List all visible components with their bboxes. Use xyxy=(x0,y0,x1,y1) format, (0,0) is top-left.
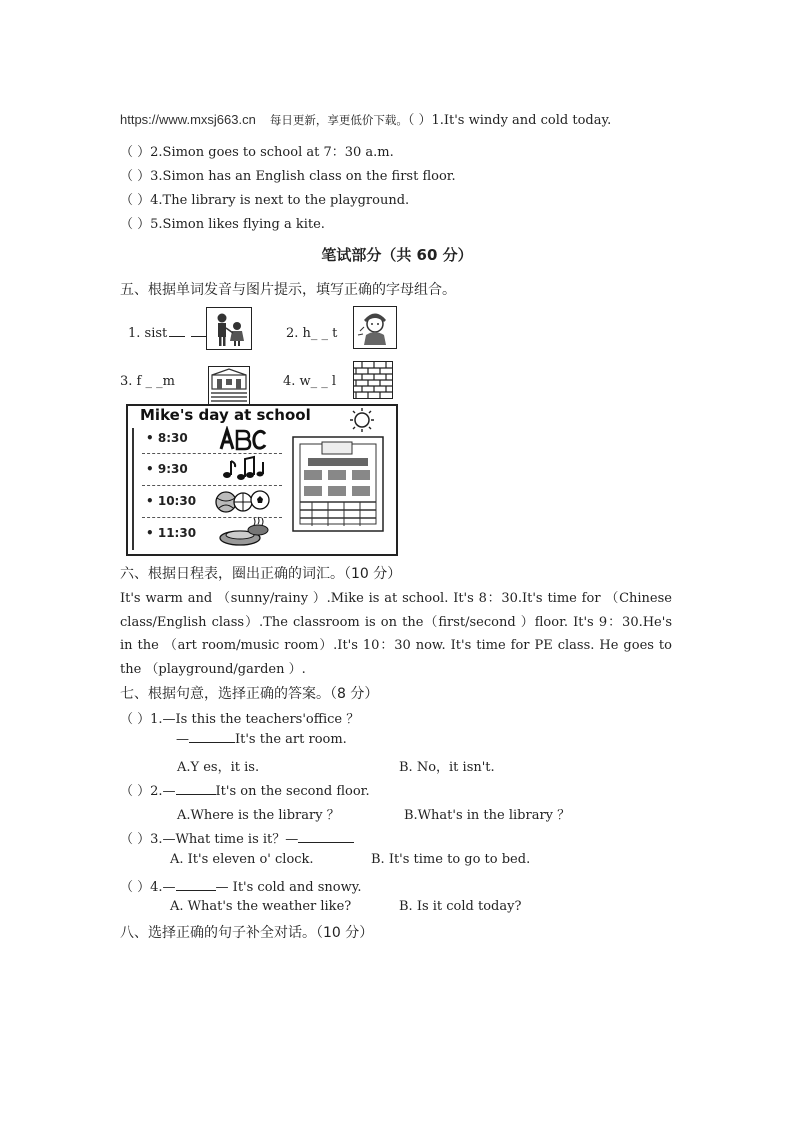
schedule-time-3: • 10:30 xyxy=(146,494,197,508)
blank-line xyxy=(191,336,207,337)
listening-q4: （ ）4.The library is next to the playground. xyxy=(120,193,410,208)
lunch-icon xyxy=(216,516,272,548)
section5-title: 五、根据单词发音与图片提示，填写正确的字母组合。 xyxy=(120,282,456,298)
classroom-picture xyxy=(292,436,384,532)
schedule-title: Mike's day at school xyxy=(140,406,311,424)
header-line xyxy=(120,109,611,128)
schedule-time-4: • 11:30 xyxy=(146,526,197,540)
section6-paragraph: It's warm and （sunny/rainy ）.Mike is at school. It's 8：30.It's time for （Chinese class/English class）.The classroom is on the（first/second ）floor. It's 9：30.He's in the （art room/music room）.It's 10：30 now. It's time for PE class. He goes to the （playground/garden ）. xyxy=(120,591,672,677)
sister-picture xyxy=(206,307,252,350)
section5-item-1-text: 1. sist xyxy=(128,326,168,341)
section7-q4-option-b: B. Is it cold today? xyxy=(399,899,522,914)
section5-item-1 xyxy=(128,326,207,341)
written-part-title: 笔试部分（共 60 分） xyxy=(321,246,473,264)
listening-q1: （ ）1.It's windy and cold today. xyxy=(407,113,612,128)
balls-icon xyxy=(214,486,270,514)
section7-q3: （ ）3.—What time is it？— xyxy=(120,828,354,847)
section5-item-2: 2. h_ _ t xyxy=(286,326,338,341)
listening-q2: （ ）2.Simon goes to school at 7：30 a.m. xyxy=(120,145,394,160)
section5-item-3: 3. f _ _m xyxy=(120,374,175,389)
section7-q2-option-a: A.Where is the library ？ xyxy=(177,808,340,823)
section7-q1-option-a: A.Y es，it is. xyxy=(177,760,260,775)
schedule-time-1: • 8:30 xyxy=(146,431,188,445)
section7-q1: （ ）1.—Is this the teachers'office ？ xyxy=(120,712,360,727)
section7-q1-reply: — It's the art room. xyxy=(176,732,347,747)
music-notes-icon xyxy=(220,454,266,482)
section7-q3-option-b: B. It's time to go to bed. xyxy=(371,852,531,867)
section7-title: 七、根据句意，选择正确的答案。（8 分） xyxy=(120,686,379,702)
farm-picture xyxy=(208,366,250,406)
section7-q2-option-b: B.What's in the library ？ xyxy=(404,808,571,823)
section7-q4-option-a: A. What's the weather like? xyxy=(170,899,352,914)
section7-q4: （ ）4.— — It's cold and snowy. xyxy=(120,880,362,895)
section8-title: 八、选择正确的句子补全对话。（10 分） xyxy=(120,925,374,941)
schedule-time-2: • 9:30 xyxy=(146,462,188,476)
section5-item-4: 4. w_ _ l xyxy=(283,374,337,389)
wall-picture xyxy=(353,361,393,399)
section7-q3-option-a: A. It's eleven o' clock. xyxy=(170,852,314,867)
blank-line xyxy=(169,336,185,337)
listening-q5: （ ）5.Simon likes flying a kite. xyxy=(120,217,325,232)
schedule-picture xyxy=(126,404,398,556)
abc-letters-icon xyxy=(218,426,268,452)
header-note: 每日更新，享更低价下载。 xyxy=(269,113,408,127)
header-url[interactable]: https://www.mxsj663.cn xyxy=(120,112,256,127)
section7-q2: （ ）2.— It's on the second floor. xyxy=(120,784,370,799)
section7-q1-option-b: B. No，it isn't. xyxy=(399,760,495,775)
sun-icon xyxy=(342,406,382,434)
listening-q3: （ ）3.Simon has an English class on the first floor. xyxy=(120,169,456,184)
hat-picture xyxy=(353,306,397,349)
section6-title: 六、根据日程表，圈出正确的词汇。（10 分） xyxy=(120,566,402,582)
